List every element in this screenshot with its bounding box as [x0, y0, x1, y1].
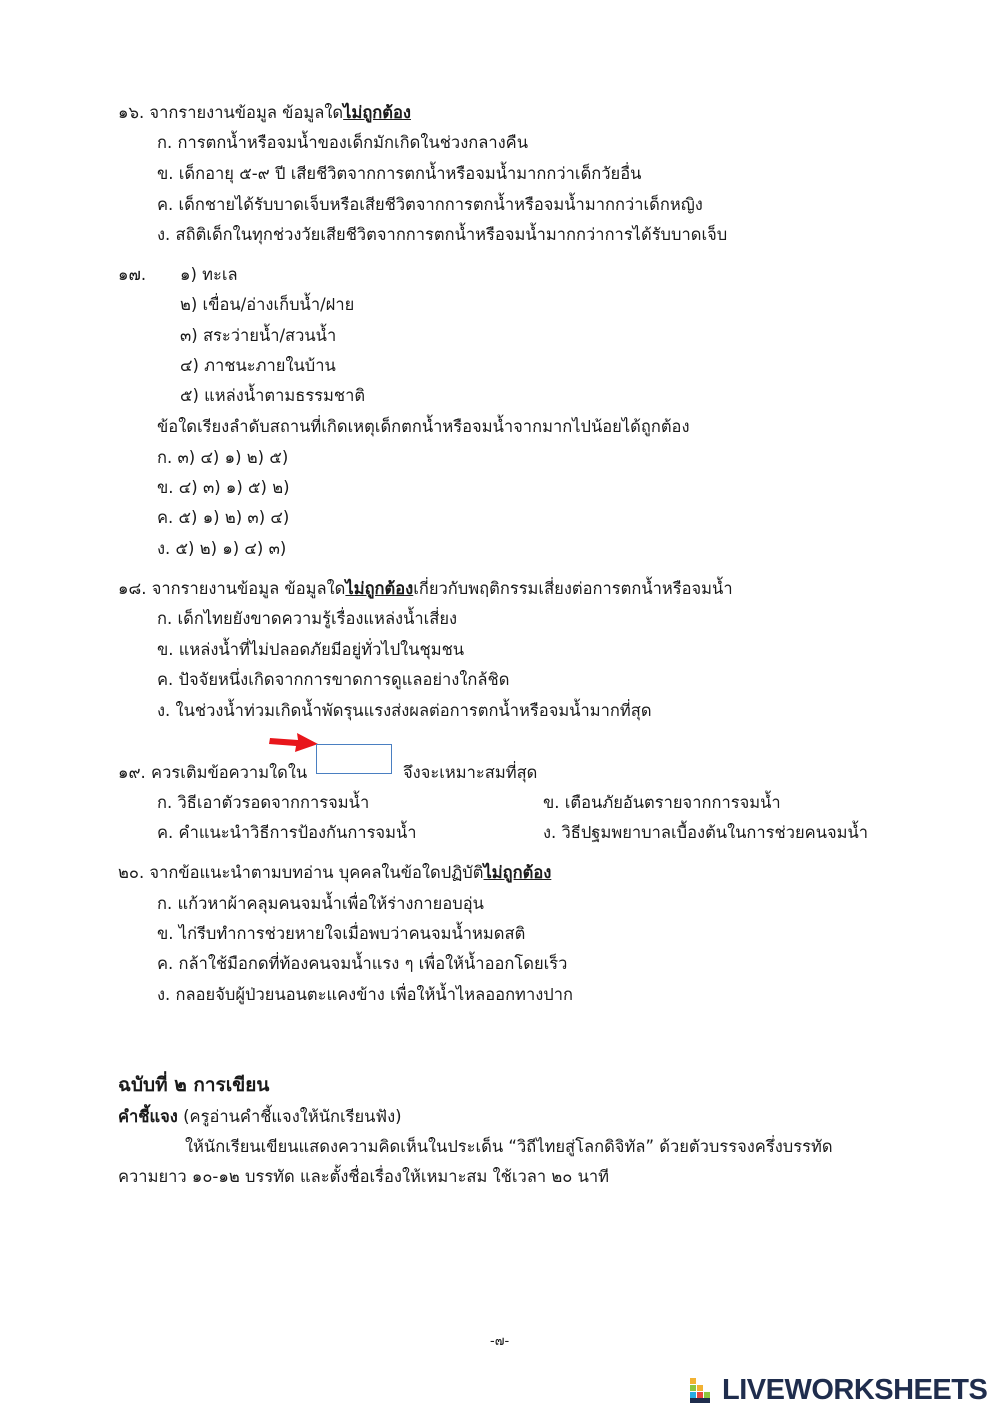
q20-choice-a: ก. แก้วหาผ้าคลุมคนจมน้ำเพื่อให้ร่างกายอบอุ่น [157, 894, 484, 913]
q16-choice-b: ข. เด็กอายุ ๕-๙ ปี เสียชีวิตจากการตกน้ำหรือจมน้ำมากกว่าเด็กวัยอื่น [157, 164, 642, 183]
q20-stem: ๒๐. จากข้อแนะนำตามบทอ่าน บุคคลในข้อใดปฏิบัติไม่ถูกต้อง [118, 863, 552, 882]
q17-choice-d: ง. ๕) ๒) ๑) ๔) ๓) [157, 539, 287, 558]
q17-stem: ข้อใดเรียงลำดับสถานที่เกิดเหตุเด็กตกน้ำหรือจมน้ำจากมากไปน้อยได้ถูกต้อง [157, 417, 690, 436]
answer-box[interactable] [316, 744, 392, 774]
q18-emphasis: ไม่ถูกต้อง [345, 579, 414, 598]
q16-choice-c: ค. เด็กชายได้รับบาดเจ็บหรือเสียชีวิตจากการตกน้ำหรือจมน้ำมากกว่าเด็กหญิง [157, 195, 703, 214]
q17-item-2: ๒) เขื่อน/อ่างเก็บน้ำ/ฝาย [180, 295, 355, 314]
q20-choice-c: ค. กล้าใช้มือกดที่ท้องคนจมน้ำแรง ๆ เพื่อให้น้ำออกโดยเร็ว [157, 954, 568, 973]
part2-paragraph-line2: ความยาว ๑๐-๑๒ บรรทัด และตั้งชื่อเรื่องให้เหมาะสม ใช้เวลา ๒๐ นาที [118, 1167, 610, 1186]
q16-choice-d: ง. สถิติเด็กในทุกช่วงวัยเสียชีวิตจากการตกน้ำหรือจมน้ำมากกว่าการได้รับบาดเจ็บ [157, 225, 728, 244]
q17-choice-a: ก. ๓) ๔) ๑) ๒) ๕) [157, 448, 289, 467]
q17-item-1: ๑) ทะเล [180, 265, 238, 284]
q20-choice-d: ง. กลอยจับผู้ป่วยนอนตะแคงข้าง เพื่อให้น้ำไหลออกทางปาก [157, 985, 573, 1004]
q16-stem: ๑๖. จากรายงานข้อมูล ข้อมูลใดไม่ถูกต้อง [118, 103, 411, 122]
q17-choice-c: ค. ๕) ๑) ๒) ๓) ๔) [157, 508, 290, 527]
liveworksheets-grid-icon [690, 1378, 716, 1404]
q18-choice-d: ง. ในช่วงน้ำท่วมเกิดน้ำพัดรุนแรงส่งผลต่อการตกน้ำหรือจมน้ำมากที่สุด [157, 701, 652, 720]
q19-stem-prefix: ๑๙. ควรเติมข้อความใดใน [118, 763, 308, 782]
red-arrow-icon [268, 730, 320, 754]
q16-emphasis: ไม่ถูกต้อง [343, 103, 411, 122]
brand-text: LIVEWORKSHEETS [722, 1374, 988, 1406]
liveworksheets-logo [690, 1372, 990, 1408]
q18-choice-c: ค. ปัจจัยหนึ่งเกิดจากการขาดการดูแลอย่างใกล้ชิด [157, 670, 510, 689]
q19-choice-d: ง. วิธีปฐมพยาบาลเบื้องต้นในการช่วยคนจมน้ำ [543, 823, 869, 842]
q17-item-4: ๔) ภาชนะภายในบ้าน [180, 356, 336, 375]
q18-choice-b: ข. แหล่งน้ำที่ไม่ปลอดภัยมีอยู่ทั่วไปในชุมชน [157, 640, 465, 659]
page-number: -๗- [490, 1334, 510, 1349]
q17-item-3: ๓) สระว่ายน้ำ/สวนน้ำ [180, 326, 337, 345]
q17-item-5: ๕) แหล่งน้ำตามธรรมชาติ [180, 386, 366, 405]
part2-instruction [118, 1106, 402, 1128]
q20-emphasis: ไม่ถูกต้อง [483, 863, 552, 882]
q20-choice-b: ข. ไก่รีบทำการช่วยหายใจเมื่อพบว่าคนจมน้ำหมดสติ [157, 924, 526, 943]
q19-choice-a: ก. วิธีเอาตัวรอดจากการจมน้ำ [157, 793, 370, 812]
q16-choice-a: ก. การตกน้ำหรือจมน้ำของเด็กมักเกิดในช่วงกลางคืน [157, 133, 528, 152]
q19-choice-c: ค. คำแนะนำวิธีการป้องกันการจมน้ำ [157, 823, 417, 842]
q18-stem: ๑๘. จากรายงานข้อมูล ข้อมูลใดไม่ถูกต้องเกี่ยวกับพฤติกรรมเสี่ยงต่อการตกน้ำหรือจมน้ำ [118, 579, 733, 598]
instruction-label: คำชี้แจง [118, 1107, 178, 1126]
q17-choice-b: ข. ๔) ๓) ๑) ๕) ๒) [157, 478, 290, 497]
part2-paragraph-line1: ให้นักเรียนเขียนแสดงความคิดเห็นในประเด็น “วิถีไทยสู่โลกดิจิทัล” ด้วยตัวบรรจงครึ่งบรรทัด [185, 1137, 833, 1156]
part2-title: ฉบับที่ ๒ การเขียน [118, 1074, 270, 1096]
arrow-shape [269, 733, 318, 752]
q19-stem-suffix: จึงจะเหมาะสมที่สุด [403, 763, 538, 782]
instruction-note: (ครูอ่านคำชี้แจงให้นักเรียนฟัง) [177, 1107, 402, 1126]
q18-choice-a: ก. เด็กไทยยังขาดความรู้เรื่องแหล่งน้ำเสี่ยง [157, 609, 458, 628]
q19-choice-b: ข. เตือนภัยอันตรายจากการจมน้ำ [543, 793, 781, 812]
q17-number: ๑๗. [118, 265, 147, 284]
